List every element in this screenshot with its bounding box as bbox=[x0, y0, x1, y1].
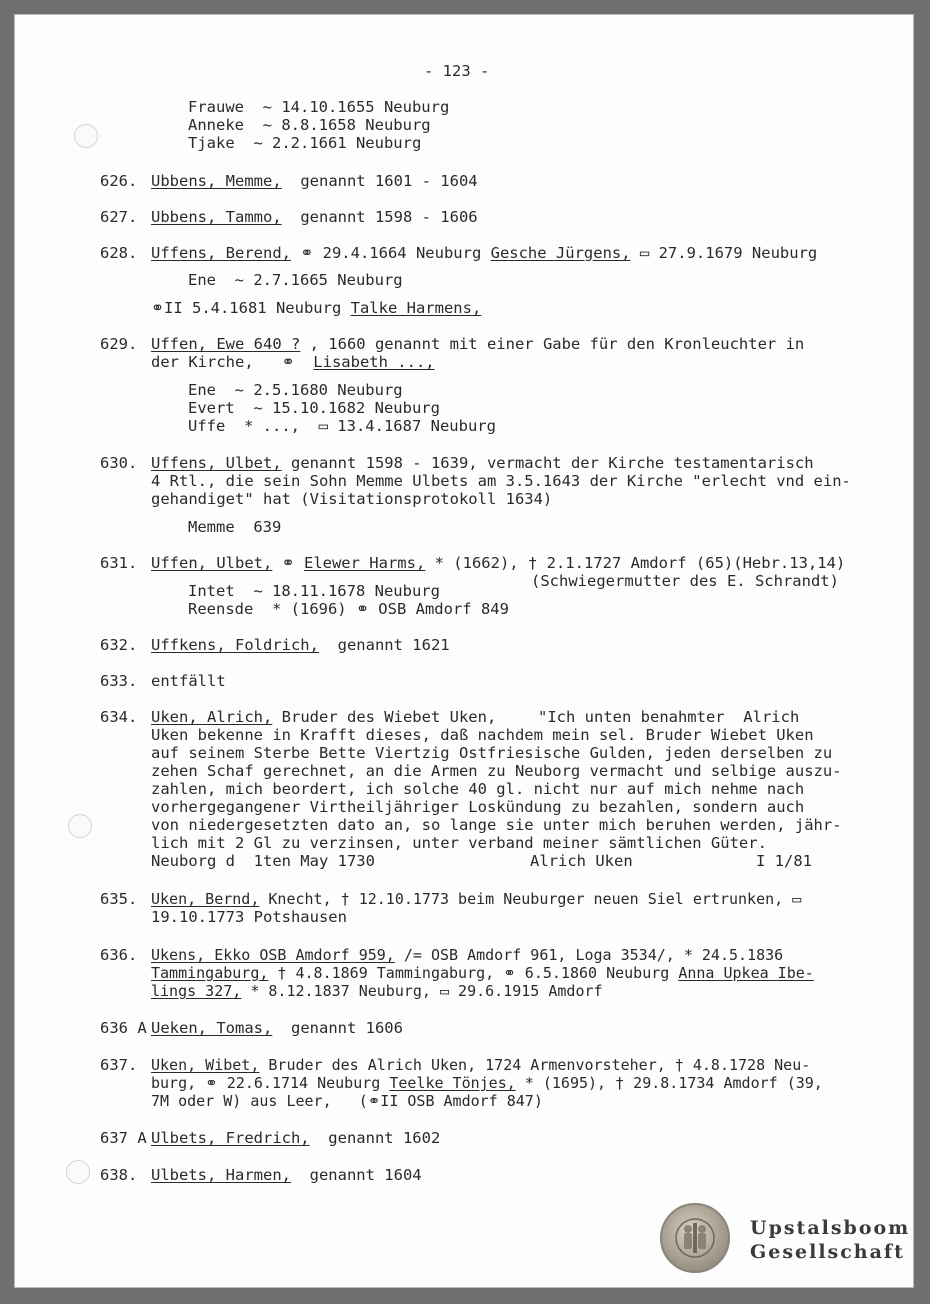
spouse-name: lings 327, bbox=[151, 982, 242, 1000]
entry-number: 633. bbox=[100, 672, 138, 690]
seal-icon bbox=[660, 1203, 730, 1273]
entry-name: Ubbens, Memme, bbox=[151, 172, 282, 190]
entry-number: 637 A bbox=[100, 1129, 147, 1147]
entry-name: Ueken, Tomas, bbox=[151, 1019, 273, 1037]
entry-line: Ubbens, Memme, genannt 1601 - 1604 bbox=[151, 172, 478, 190]
quote-line: zehen Schaf gerechnet, an die Armen zu Neuborg vermacht und selbige auszu- bbox=[151, 762, 842, 780]
child-line: Intet ~ 18.11.1678 Neuburg bbox=[188, 582, 440, 600]
entry-name: Ukens, Ekko OSB Amdorf 959, bbox=[151, 946, 395, 964]
entry-line: 4 Rtl., die sein Sohn Memme Ulbets am 3.5.1643 der Kirche "erlecht vnd ein- bbox=[151, 472, 851, 490]
entry-line: burg, ⚭ 22.6.1714 Neuburg Teelke Tönjes, * (1695), † 29.8.1734 Amdorf (39, bbox=[151, 1074, 823, 1092]
entry-number: 636. bbox=[100, 946, 138, 964]
logo-text-line1: Upstalsboom bbox=[750, 1217, 911, 1239]
entry-number: 626. bbox=[100, 172, 138, 190]
punch-hole bbox=[68, 814, 92, 838]
entry-line: Uffen, Ulbet, ⚭ Elewer Harms, * (1662), † 2.1.1727 Amdorf (65)(Hebr.13,14) bbox=[151, 554, 846, 572]
entry-line: gehandiget" hat (Visitationsprotokoll 1634) bbox=[151, 490, 553, 508]
entry-line: Uffen, Ewe 640 ? , 1660 genannt mit einer Gabe für den Kronleuchter in bbox=[151, 335, 805, 353]
signature-place: Neuborg d 1ten May 1730 bbox=[151, 852, 375, 870]
entry-line: Ukens, Ekko OSB Amdorf 959, /= OSB Amdorf 961, Loga 3534/, * 24.5.1836 bbox=[151, 946, 784, 964]
signature-name: Alrich Uken bbox=[530, 852, 633, 870]
spouse-name: Anna Upkea Ibe- bbox=[678, 964, 814, 982]
entry-number: 629. bbox=[100, 335, 138, 353]
page-number: - 123 - bbox=[424, 62, 490, 80]
entry-line: 19.10.1773 Potshausen bbox=[151, 908, 347, 926]
entry-name: Uffen, Ulbet, bbox=[151, 554, 273, 572]
spouse-name: Lisabeth ..., bbox=[313, 353, 435, 371]
entry-line: Uffens, Ulbet, genannt 1598 - 1639, vermacht der Kirche testamentarisch bbox=[151, 454, 814, 472]
entry-line: entfällt bbox=[151, 672, 226, 690]
quote-line: auf seinem Sterbe Bette Viertzig Ostfriesische Gulden, jeden derselben zu bbox=[151, 744, 833, 762]
entry-name: Ubbens, Tammo, bbox=[151, 208, 282, 226]
continuation-line: Frauwe ~ 14.10.1655 Neuburg bbox=[188, 98, 450, 116]
quote-line: Uken bekenne in Krafft dieses, daß nachdem mein sel. Bruder Wiebet Uken bbox=[151, 726, 814, 744]
entry-number: 628. bbox=[100, 244, 138, 262]
entry-number: 627. bbox=[100, 208, 138, 226]
entry-number: 631. bbox=[100, 554, 138, 572]
entry-name: Uffen, Ewe 640 ? bbox=[151, 335, 301, 353]
entry-name: Uken, Bernd, bbox=[151, 890, 260, 908]
child-line: Ene ~ 2.7.1665 Neuburg bbox=[188, 271, 403, 289]
quote-line: lich mit 2 Gl zu verzinsen, unter verband meiner sämtlichen Güter. bbox=[151, 834, 767, 852]
entry-line: Uken, Wibet, Bruder des Alrich Uken, 1724 Armenvorsteher, † 4.8.1728 Neu- bbox=[151, 1056, 811, 1074]
spouse-name: Talke Harmens, bbox=[350, 299, 482, 317]
entry-name: Uken, Alrich, bbox=[151, 708, 273, 726]
entry-line: der Kirche, ⚭ Lisabeth ..., bbox=[151, 353, 435, 371]
entry-name: Uken, Wibet, bbox=[151, 1056, 260, 1074]
entry-line: Ubbens, Tammo, genannt 1598 - 1606 bbox=[151, 208, 478, 226]
entry-line: Uffens, Berend, ⚭ 29.4.1664 Neuburg Gesche Jürgens, ▭ 27.9.1679 Neuburg bbox=[151, 244, 818, 262]
spouse-name: Gesche Jürgens, bbox=[490, 244, 631, 262]
punch-hole bbox=[74, 124, 98, 148]
quote-line: vorhergegangener Virtheiljähriger Loskündung zu bezahlen, sondern auch bbox=[151, 798, 805, 816]
entry-name: Ulbets, Harmen, bbox=[151, 1166, 291, 1184]
entry-number: 637. bbox=[100, 1056, 138, 1074]
quote-line: "Ich unten benahmter Alrich bbox=[538, 708, 800, 726]
entry-number: 635. bbox=[100, 890, 138, 908]
entry-name: Uffens, Ulbet, bbox=[151, 454, 282, 472]
continuation-line: Tjake ~ 2.2.1661 Neuburg bbox=[188, 134, 422, 152]
child-line: Ene ~ 2.5.1680 Neuburg bbox=[188, 381, 403, 399]
entry-number: 632. bbox=[100, 636, 138, 654]
entry-number: 630. bbox=[100, 454, 138, 472]
second-marriage-line: ⚭II 5.4.1681 Neuburg Talke Harmens, bbox=[151, 299, 482, 317]
child-line: Memme 639 bbox=[188, 518, 282, 536]
entry-line: lings 327, * 8.12.1837 Neuburg, ▭ 29.6.1915 Amdorf bbox=[151, 982, 603, 1000]
entry-line: (Schwiegermutter des E. Schrandt) bbox=[531, 572, 839, 590]
entry-line: 7M oder W) aus Leer, (⚭II OSB Amdorf 847) bbox=[151, 1092, 543, 1110]
entry-line: Uken, Alrich, Bruder des Wiebet Uken, bbox=[151, 708, 497, 726]
spouse-name: Teelke Tönjes, bbox=[389, 1074, 516, 1092]
entry-line: Ulbets, Fredrich, genannt 1602 bbox=[151, 1129, 441, 1147]
spouse-name: Elewer Harms, bbox=[303, 554, 426, 572]
child-line: Evert ~ 15.10.1682 Neuburg bbox=[188, 399, 440, 417]
entry-line: Tammingaburg, † 4.8.1869 Tammingaburg, ⚭ 6.5.1860 Neuburg Anna Upkea Ibe- bbox=[151, 964, 814, 982]
entry-line: Uffkens, Foldrich, genannt 1621 bbox=[151, 636, 450, 654]
entry-line: Ueken, Tomas, genannt 1606 bbox=[151, 1019, 403, 1037]
continuation-line: Anneke ~ 8.8.1658 Neuburg bbox=[188, 116, 431, 134]
entry-number: 636 A bbox=[100, 1019, 147, 1037]
entry-line: Ulbets, Harmen, genannt 1604 bbox=[151, 1166, 422, 1184]
entry-line: Uken, Bernd, Knecht, † 12.10.1773 beim Neuburger neuen Siel ertrunken, ▭ bbox=[151, 890, 802, 908]
entry-name: Uffkens, Foldrich, bbox=[151, 636, 319, 654]
source-reference: I 1/81 bbox=[756, 852, 812, 870]
quote-line: zahlen, mich beordert, ich solche 40 gl. nicht nur auf mich nehme nach bbox=[151, 780, 805, 798]
quote-line: von niedergesetzten dato an, so lange sie unter mich beruhen werden, jähr- bbox=[151, 816, 842, 834]
child-line: Uffe * ..., ▭ 13.4.1687 Neuburg bbox=[188, 417, 496, 435]
punch-hole bbox=[66, 1160, 90, 1184]
entry-name: Ulbets, Fredrich, bbox=[151, 1129, 310, 1147]
logo-text-line2: Gesellschaft bbox=[750, 1241, 905, 1263]
entry-number: 634. bbox=[100, 708, 138, 726]
entry-number: 638. bbox=[100, 1166, 138, 1184]
child-line: Reensde * (1696) ⚭ OSB Amdorf 849 bbox=[188, 600, 509, 618]
entry-name: Uffens, Berend, bbox=[151, 244, 291, 262]
